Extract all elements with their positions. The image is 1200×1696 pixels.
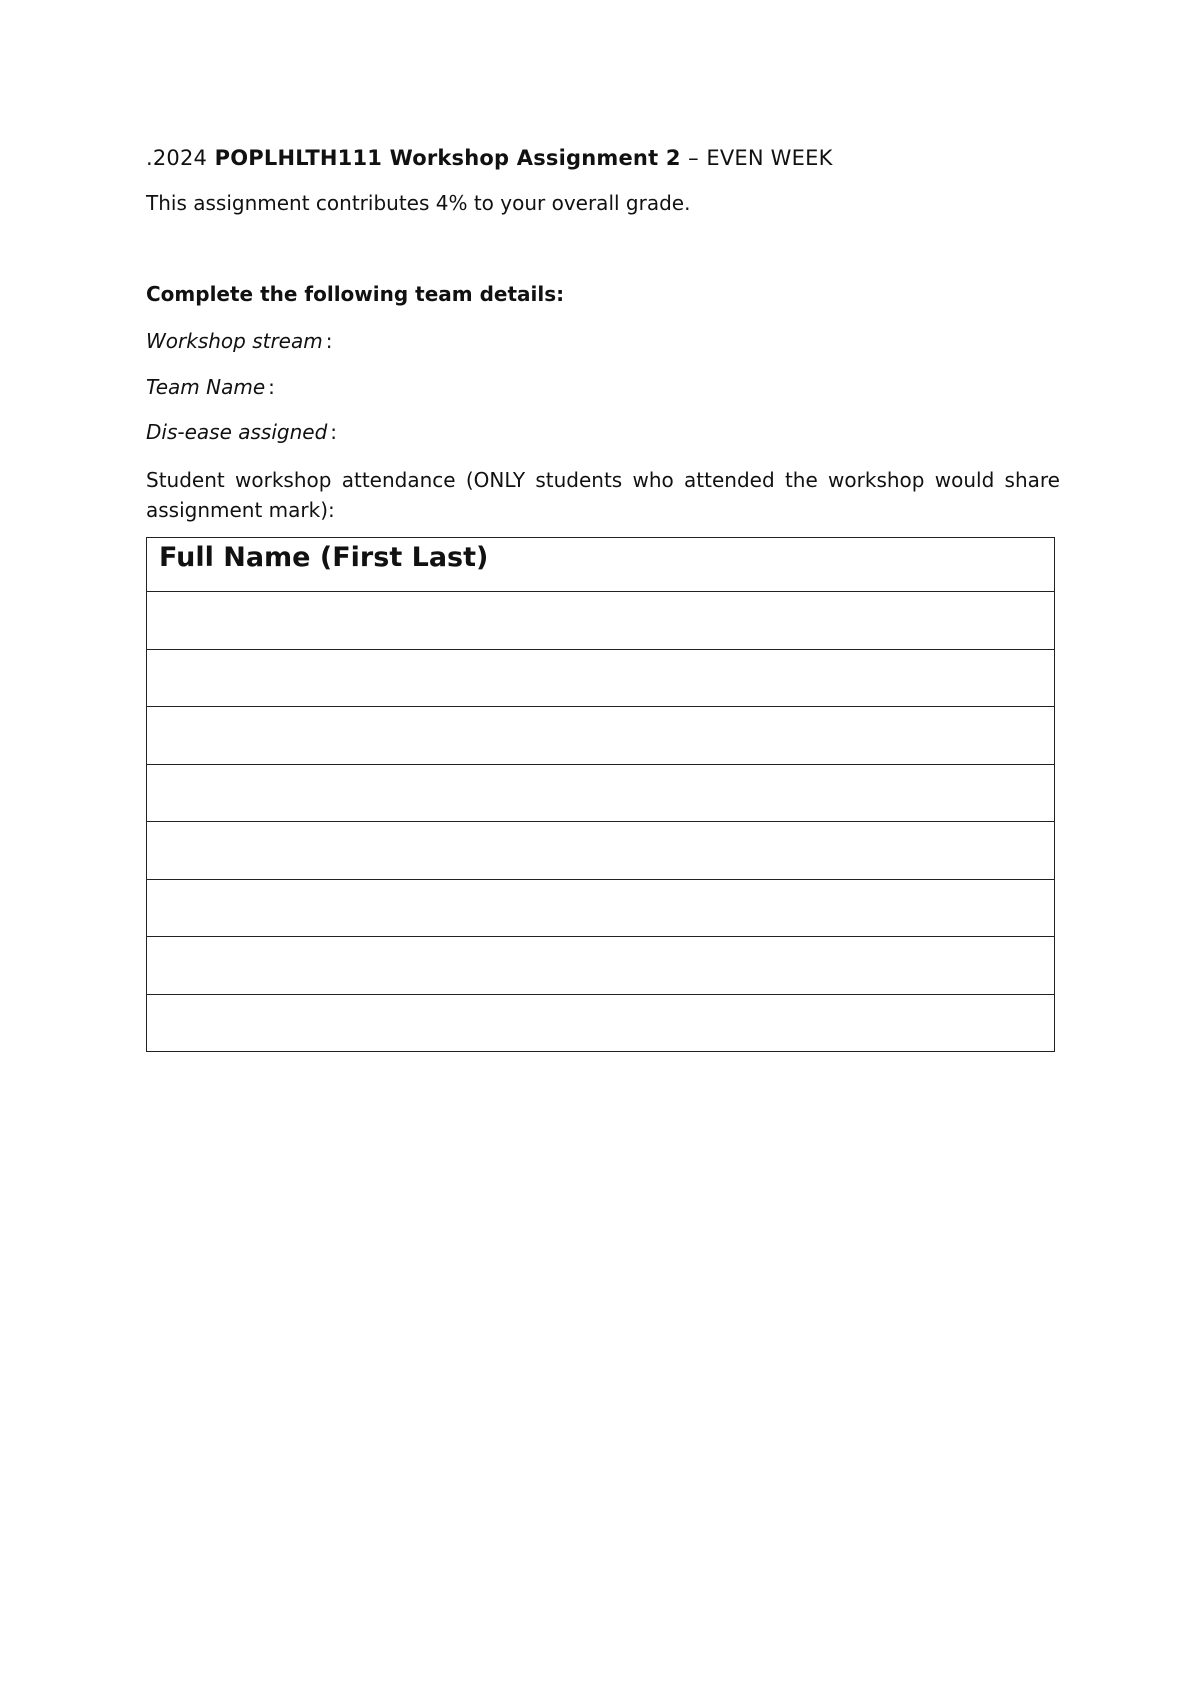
student-name-cell[interactable] — [147, 822, 1055, 880]
title-main: POPLHLTH111 Workshop Assignment 2 — [214, 146, 681, 170]
table-row — [147, 937, 1055, 995]
table-row — [147, 822, 1055, 880]
student-name-cell[interactable] — [147, 764, 1055, 822]
workshop-stream-colon: : — [325, 329, 333, 353]
student-name-cell[interactable] — [147, 592, 1055, 650]
title-tail: EVEN WEEK — [706, 146, 833, 170]
team-name-field — [146, 375, 481, 399]
table-row — [147, 592, 1055, 650]
workshop-stream-label: Workshop stream — [146, 329, 323, 353]
student-name-cell[interactable] — [147, 937, 1055, 995]
table-row — [147, 707, 1055, 765]
disease-assigned-label: Dis-ease assigned — [146, 420, 328, 444]
table-row — [147, 649, 1055, 707]
attendance-table-header-row — [147, 538, 1055, 592]
grade-contribution-text: This assignment contributes 4% to your overall grade. — [146, 191, 691, 215]
student-name-cell[interactable] — [147, 707, 1055, 765]
title-dash: – — [688, 146, 699, 170]
disease-assigned-field — [146, 420, 543, 444]
table-row — [147, 764, 1055, 822]
title-year: .2024 — [146, 146, 208, 170]
table-row — [147, 994, 1055, 1052]
student-name-cell[interactable] — [147, 994, 1055, 1052]
table-row — [147, 879, 1055, 937]
disease-assigned-colon: : — [330, 420, 338, 444]
attendance-instructions: Student workshop attendance (ONLY students who attended the workshop would share assignment mark): — [146, 468, 1060, 522]
student-name-cell[interactable] — [147, 879, 1055, 937]
team-name-colon: : — [268, 375, 275, 399]
full-name-column-header: Full Name (First Last) — [147, 538, 1055, 592]
team-name-label: Team Name — [146, 375, 266, 399]
team-details-heading: Complete the following team details: — [146, 282, 565, 306]
workshop-stream-field — [146, 329, 539, 353]
document-title — [146, 146, 833, 170]
attendance-table — [146, 537, 1055, 1052]
student-name-cell[interactable] — [147, 649, 1055, 707]
